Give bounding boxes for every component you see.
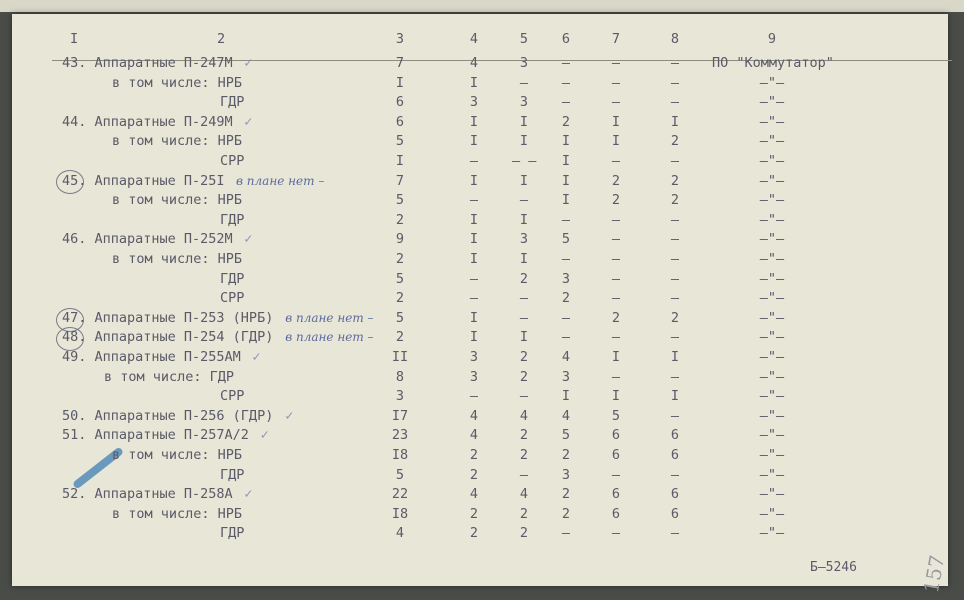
row-name: в том числе: НРБ: [112, 74, 243, 91]
cell-col-5: 2: [519, 349, 529, 365]
table-row: [12, 172, 948, 191]
header-cell-3: 3: [395, 31, 405, 47]
cell-col-6: I: [561, 388, 571, 405]
check-mark-icon: ✓: [244, 113, 253, 130]
cell-col-4: –: [469, 192, 479, 209]
cell-col-7: –: [611, 329, 621, 346]
cell-col-5: I: [519, 133, 529, 150]
cell-col-4: I: [469, 251, 479, 267]
cell-col-9: –"–: [759, 172, 785, 189]
check-mark-icon: ✓: [244, 486, 253, 503]
cell-col-3: 5: [395, 133, 405, 150]
table-row: [12, 113, 948, 132]
cell-col-6: –: [561, 525, 571, 542]
cell-col-9: –"–: [759, 368, 785, 385]
row-name: ГДР: [220, 466, 245, 483]
cell-col-7: –: [611, 251, 621, 267]
cell-col-7: 6: [611, 505, 621, 522]
cell-col-7: –: [611, 55, 621, 71]
cell-col-5: I: [519, 172, 529, 189]
cell-col-3: 5: [395, 270, 405, 287]
row-name: СРР: [220, 290, 245, 307]
cell-col-3: 2: [395, 329, 405, 346]
cell-col-4: –: [469, 153, 479, 169]
cell-col-8: –: [670, 407, 680, 424]
row-name: в том числе: НРБ: [112, 133, 243, 150]
cell-col-7: I: [611, 388, 621, 405]
cell-col-3: 5: [395, 466, 405, 483]
row-name: в том числе: НРБ: [112, 505, 243, 522]
cell-col-7: 2: [611, 172, 621, 189]
row-name: ГДР: [220, 525, 245, 542]
table-row: [12, 309, 948, 328]
document-sheet: [12, 14, 950, 595]
row-name: 45. Аппаратные П-25I: [62, 172, 225, 189]
cell-col-9: –"–: [759, 192, 785, 209]
table-row: [12, 250, 948, 269]
cell-col-8: –: [670, 368, 680, 385]
archive-stamp: Б–5246: [810, 560, 857, 575]
cell-col-6: 2: [561, 505, 571, 522]
cell-col-3: 2: [395, 211, 405, 228]
cell-col-9: –"–: [759, 211, 785, 228]
cell-col-4: 3: [469, 94, 479, 111]
cell-col-3: 9: [395, 231, 405, 248]
cell-col-9: –"–: [759, 525, 785, 542]
cell-col-8: I: [670, 113, 680, 130]
cell-col-6: –: [561, 74, 571, 91]
table-row: [12, 348, 948, 367]
cell-col-5: 2: [519, 447, 529, 463]
cell-col-5: 2: [519, 270, 529, 287]
cell-col-9: –"–: [759, 447, 785, 463]
cell-col-8: 2: [670, 309, 680, 326]
cell-col-6: 2: [561, 486, 571, 503]
cell-col-3: 6: [395, 94, 405, 111]
cell-col-7: I: [611, 113, 621, 130]
table-row: [12, 211, 948, 230]
cell-col-3: 8: [395, 368, 405, 385]
cell-col-9: –"–: [759, 466, 785, 483]
cell-col-4: 4: [469, 55, 479, 71]
header-cell-2: 2: [217, 31, 226, 47]
cell-col-3: 22: [391, 486, 409, 503]
table-row: [12, 152, 948, 171]
cell-col-7: –: [611, 368, 621, 385]
cell-col-7: –: [611, 290, 621, 307]
cell-col-5: 3: [519, 94, 529, 111]
cell-col-6: 3: [561, 368, 571, 385]
cell-col-9: –"–: [759, 133, 785, 150]
table-row: [12, 270, 948, 289]
cell-col-8: –: [670, 55, 680, 71]
cell-col-7: I: [611, 133, 621, 150]
cell-col-9: –"–: [759, 251, 785, 267]
cell-col-8: –: [670, 290, 680, 307]
handwritten-note: в плане нет –: [285, 310, 374, 325]
cell-col-4: 4: [469, 407, 479, 424]
check-mark-icon: ✓: [285, 407, 294, 424]
cell-col-4: I: [469, 133, 479, 150]
cell-col-5: – –: [512, 153, 537, 169]
row-name: 51. Аппаратные П-257А/2: [62, 427, 249, 444]
cell-col-3: 23: [391, 427, 409, 444]
cell-col-6: 2: [561, 290, 571, 307]
check-mark-icon: ✓: [244, 231, 253, 248]
cell-col-4: 3: [469, 349, 479, 365]
cell-col-4: I: [469, 113, 479, 130]
cell-col-4: 3: [469, 368, 479, 385]
check-mark-icon: ✓: [260, 427, 269, 444]
cell-col-7: –: [611, 231, 621, 248]
cell-col-5: 3: [519, 231, 529, 248]
cell-col-9: –"–: [759, 349, 785, 365]
cell-col-5: 2: [519, 368, 529, 385]
cell-col-3: 5: [395, 192, 405, 209]
cell-col-3: I7: [391, 407, 409, 424]
cell-col-6: –: [561, 211, 571, 228]
cell-col-8: 6: [670, 447, 680, 463]
table-row: [12, 132, 948, 151]
cell-col-9: –"–: [759, 388, 785, 405]
cell-col-6: –: [561, 94, 571, 111]
table-row: [12, 368, 948, 387]
cell-col-5: 2: [519, 427, 529, 444]
cell-col-6: I: [561, 172, 571, 189]
header-cell-5: 5: [519, 31, 529, 47]
row-name: 43. Аппаратные П-247М: [62, 55, 233, 71]
cell-col-6: 3: [561, 466, 571, 483]
row-name: в том числе: НРБ: [112, 251, 243, 267]
cell-col-5: I: [519, 329, 529, 346]
table-row: [12, 426, 948, 445]
cell-col-8: 2: [670, 172, 680, 189]
cell-col-5: 4: [519, 407, 529, 424]
cell-col-3: I8: [391, 505, 409, 522]
cell-col-9: –"–: [759, 231, 785, 248]
cell-col-9: –"–: [759, 486, 785, 503]
cell-col-5: I: [519, 211, 529, 228]
cell-col-5: –: [519, 192, 529, 209]
header-cell-8: 8: [670, 31, 680, 47]
cell-col-8: –: [670, 74, 680, 91]
cell-col-5: –: [519, 309, 529, 326]
cell-col-9: –"–: [759, 153, 785, 169]
row-name: ГДР: [220, 94, 245, 111]
cell-col-9: –"–: [759, 505, 785, 522]
row-name: 52. Аппаратные П-258А: [62, 486, 233, 503]
cell-col-6: I: [561, 133, 571, 150]
cell-col-6: –: [561, 251, 571, 267]
cell-col-6: –: [561, 309, 571, 326]
table-header-row: [12, 30, 948, 49]
cell-col-3: 2: [395, 251, 405, 267]
cell-col-8: 6: [670, 427, 680, 444]
cell-col-4: –: [469, 388, 479, 405]
row-name: в том числе: НРБ: [112, 192, 243, 209]
cell-col-8: –: [670, 94, 680, 111]
header-cell-4: 4: [469, 31, 479, 47]
cell-col-5: 2: [519, 505, 529, 522]
row-name: 49. Аппаратные П-255АМ: [62, 349, 241, 365]
cell-col-7: –: [611, 153, 621, 169]
cell-col-8: 2: [670, 133, 680, 150]
cell-col-4: 4: [469, 486, 479, 503]
table-row: [12, 54, 948, 73]
cell-col-9: –"–: [759, 74, 785, 91]
header-cell-1: I: [70, 31, 79, 47]
cell-col-7: –: [611, 94, 621, 111]
cell-col-7: –: [611, 466, 621, 483]
cell-col-4: I: [469, 74, 479, 91]
cell-col-4: I: [469, 211, 479, 228]
table-row: [12, 524, 948, 543]
cell-col-6: 5: [561, 427, 571, 444]
cell-col-5: –: [519, 74, 529, 91]
cell-col-8: 6: [670, 505, 680, 522]
row-name: СРР: [220, 388, 245, 405]
check-mark-icon: ✓: [252, 349, 261, 365]
cell-col-6: 4: [561, 349, 571, 365]
cell-col-9: ПО "Коммутатор": [712, 55, 834, 71]
table-row: [12, 289, 948, 308]
cell-col-4: 2: [469, 505, 479, 522]
cell-col-4: –: [469, 290, 479, 307]
table-row: [12, 505, 948, 524]
cell-col-8: –: [670, 329, 680, 346]
cell-col-3: 7: [395, 55, 405, 71]
cell-col-4: I: [469, 172, 479, 189]
header-cell-7: 7: [611, 31, 621, 47]
cell-col-8: 6: [670, 486, 680, 503]
cell-col-6: 2: [561, 113, 571, 130]
cell-col-8: –: [670, 211, 680, 228]
cell-col-5: –: [519, 388, 529, 405]
cell-col-3: I8: [391, 447, 409, 463]
row-name: ГДР: [220, 211, 245, 228]
table-row: [12, 74, 948, 93]
cell-col-6: –: [561, 329, 571, 346]
cell-col-8: I: [670, 388, 680, 405]
cell-col-8: –: [670, 251, 680, 267]
cell-col-4: 2: [469, 525, 479, 542]
row-name: СРР: [220, 153, 245, 169]
cell-col-7: 6: [611, 427, 621, 444]
cell-col-6: I: [561, 192, 571, 209]
cell-col-8: –: [670, 466, 680, 483]
cell-col-7: –: [611, 211, 621, 228]
table-row: [12, 328, 948, 347]
table-row: [12, 93, 948, 112]
cell-col-9: –"–: [759, 94, 785, 111]
cell-col-5: –: [519, 466, 529, 483]
cell-col-7: –: [611, 74, 621, 91]
row-name: в том числе: НРБ: [112, 447, 243, 463]
table-row: [12, 407, 948, 426]
cell-col-3: 2: [395, 290, 405, 307]
cell-col-8: –: [670, 525, 680, 542]
cell-col-3: 7: [395, 172, 405, 189]
cell-col-7: 6: [611, 447, 621, 463]
row-name: 44. Аппаратные П-249М: [62, 113, 233, 130]
handwritten-note: в плане нет –: [236, 173, 325, 188]
cell-col-9: –"–: [759, 427, 785, 444]
cell-col-4: 2: [469, 466, 479, 483]
cell-col-5: 3: [519, 55, 529, 71]
cell-col-8: –: [670, 153, 680, 169]
cell-col-7: 5: [611, 407, 621, 424]
cell-col-3: I: [395, 153, 405, 169]
row-name: 46. Аппаратные П-252М: [62, 231, 233, 248]
cell-col-9: –"–: [759, 329, 785, 346]
cell-col-7: 2: [611, 192, 621, 209]
cell-col-3: I: [395, 74, 405, 91]
cell-col-3: 3: [395, 388, 405, 405]
cell-col-3: 4: [395, 525, 405, 542]
cell-col-7: I: [611, 349, 621, 365]
cell-col-9: –"–: [759, 113, 785, 130]
cell-col-3: II: [391, 349, 409, 365]
cell-col-5: –: [519, 290, 529, 307]
cell-col-7: –: [611, 525, 621, 542]
cell-col-6: 5: [561, 231, 571, 248]
header-cell-9: 9: [767, 31, 777, 47]
cell-col-4: I: [469, 329, 479, 346]
cell-col-8: –: [670, 231, 680, 248]
cell-col-8: I: [670, 349, 680, 365]
cell-col-4: I: [469, 231, 479, 248]
cell-col-5: I: [519, 113, 529, 130]
row-name: 48. Аппаратные П-254 (ГДР): [62, 329, 274, 346]
cell-col-9: –"–: [759, 270, 785, 287]
cell-col-5: I: [519, 251, 529, 267]
handwritten-note: в плане нет –: [285, 330, 374, 345]
cell-col-9: –"–: [759, 309, 785, 326]
cell-col-5: 2: [519, 525, 529, 542]
cell-col-4: 2: [469, 447, 479, 463]
cell-col-6: –: [561, 55, 571, 71]
page-number: 157: [918, 553, 950, 595]
check-mark-icon: ✓: [244, 55, 253, 71]
table-row: [12, 230, 948, 249]
cell-col-4: 4: [469, 427, 479, 444]
header-cell-6: 6: [561, 31, 571, 47]
table-row: [12, 387, 948, 406]
cell-col-6: I: [561, 153, 571, 169]
cell-col-7: –: [611, 270, 621, 287]
cell-col-4: I: [469, 309, 479, 326]
cell-col-5: 4: [519, 486, 529, 503]
cell-col-6: 2: [561, 447, 571, 463]
cell-col-8: –: [670, 270, 680, 287]
cell-col-6: 3: [561, 270, 571, 287]
cell-col-8: 2: [670, 192, 680, 209]
row-name: 47. Аппаратные П-253 (НРБ): [62, 309, 274, 326]
cell-col-7: 2: [611, 309, 621, 326]
row-name: 50. Аппаратные П-256 (ГДР): [62, 407, 274, 424]
row-name: в том числе: ГДР: [104, 368, 235, 385]
cell-col-3: 6: [395, 113, 405, 130]
table-row: [12, 446, 948, 465]
top-paper-strip: [0, 0, 964, 12]
cell-col-4: –: [469, 270, 479, 287]
cell-col-6: 4: [561, 407, 571, 424]
table-row: [12, 466, 948, 485]
cell-col-3: 5: [395, 309, 405, 326]
table-row: [12, 485, 948, 504]
cell-col-9: –"–: [759, 290, 785, 307]
cell-col-9: –"–: [759, 407, 785, 424]
row-name: ГДР: [220, 270, 245, 287]
table-row: [12, 191, 948, 210]
cell-col-7: 6: [611, 486, 621, 503]
